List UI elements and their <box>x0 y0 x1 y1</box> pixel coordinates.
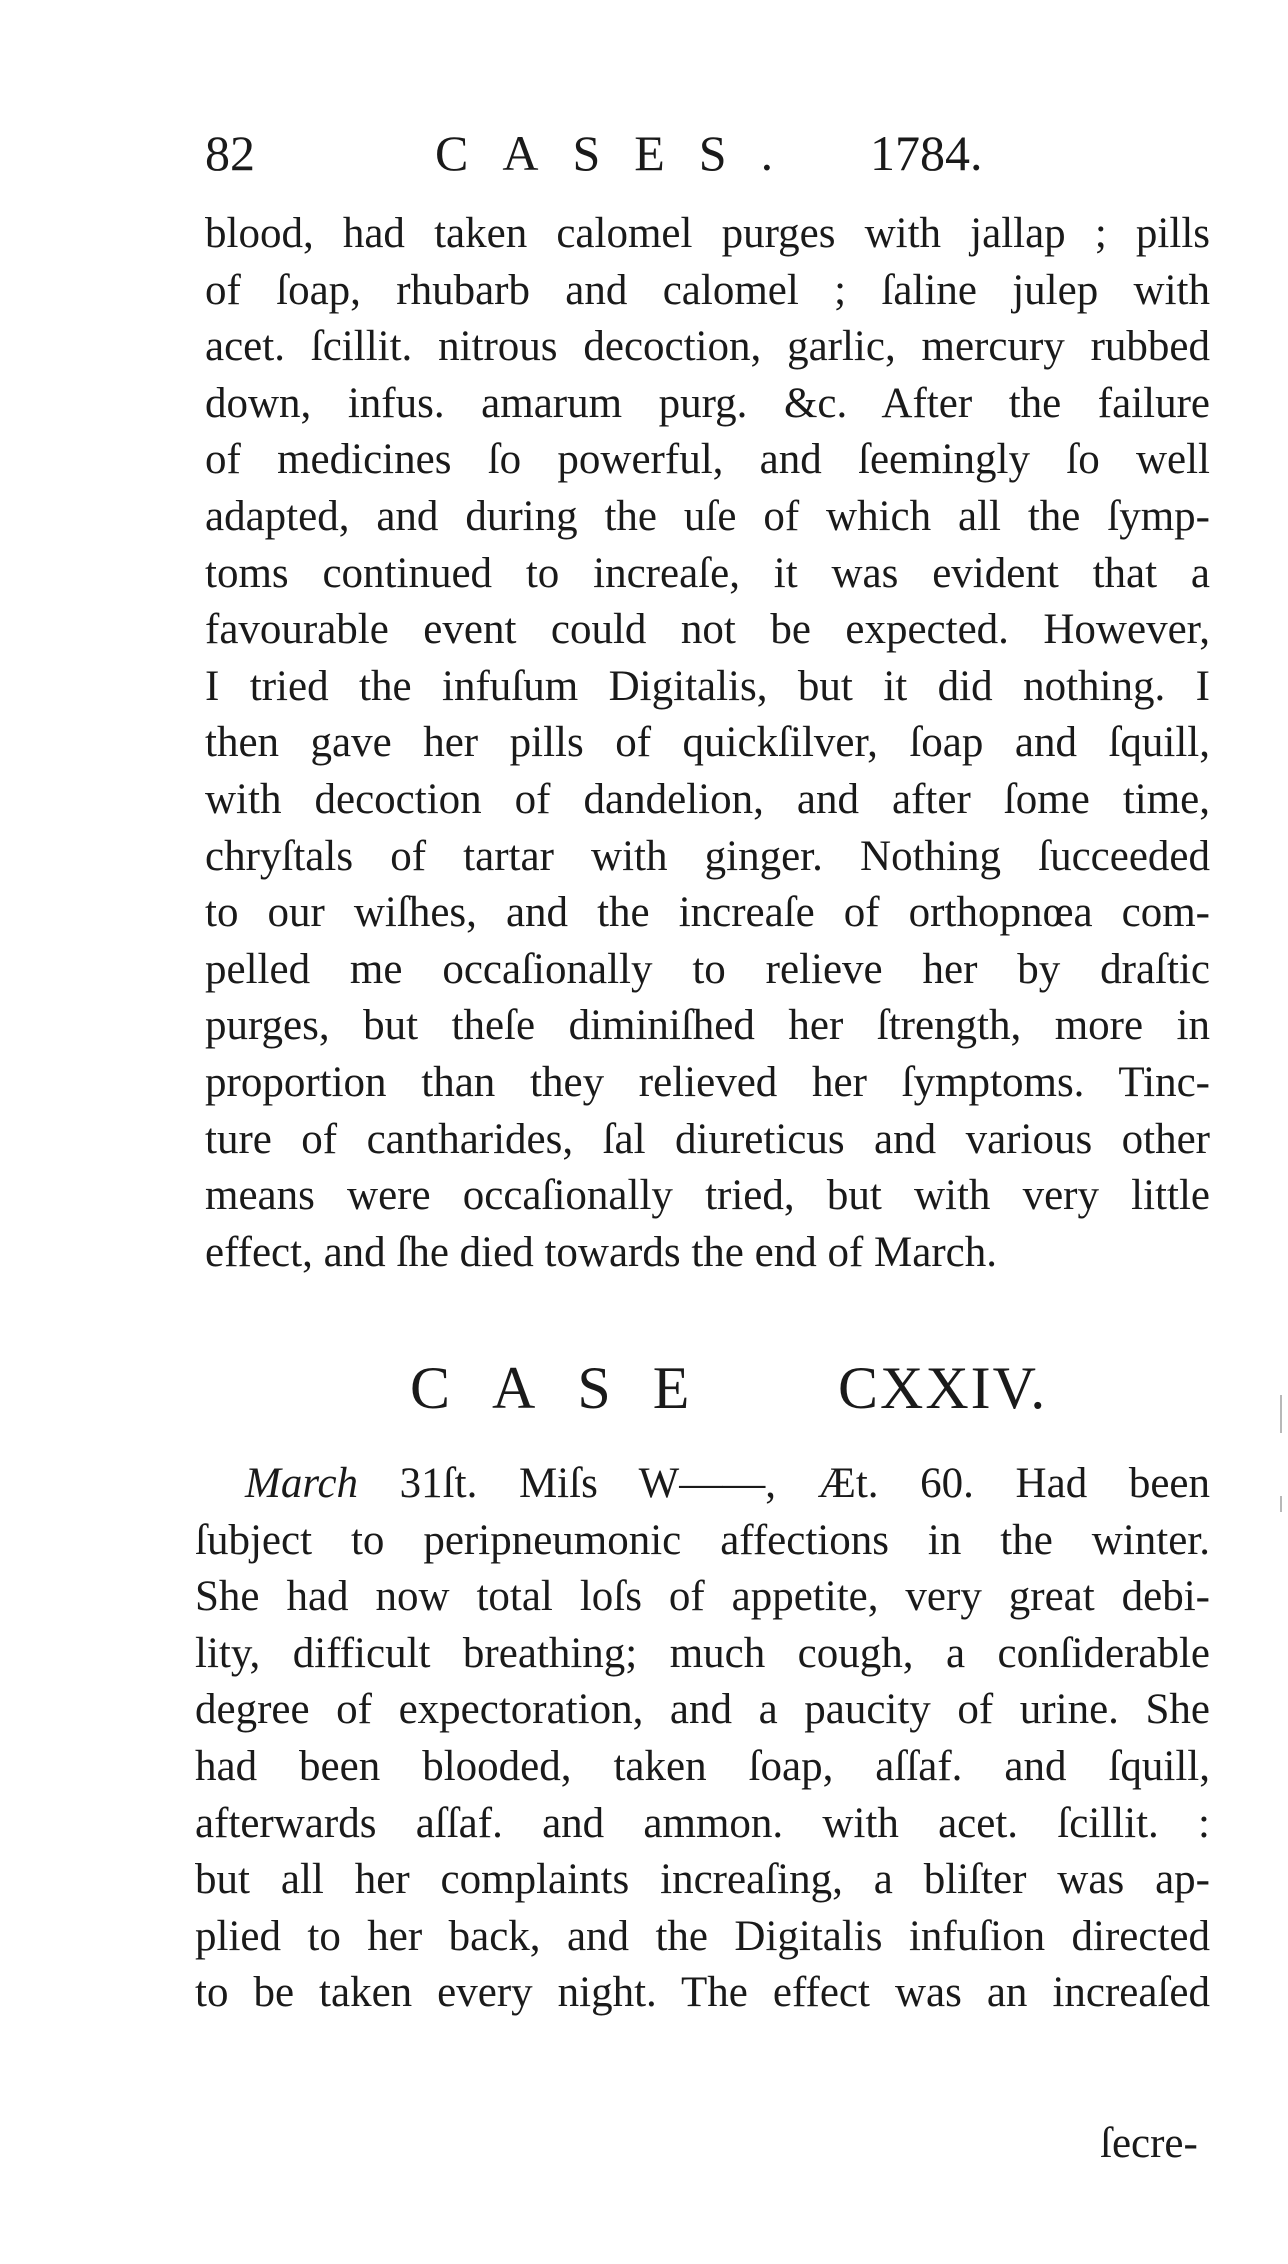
text-line: purges, but theſe diminiſhed her ſtrength, more in <box>205 1002 1210 1050</box>
text-line: of ſoap, rhubarb and calomel ; ſaline julep with <box>205 266 1210 314</box>
text-line: degree of expectoration, and a paucity of urine. She <box>195 1686 1210 1734</box>
page-number: 82 <box>205 125 255 181</box>
case-paragraph <box>195 1456 1210 2022</box>
text-line: proportion than they relieved her ſymptoms. Tinc- <box>205 1058 1210 1106</box>
text-line: adapted, and during the uſe of which all the ſymp- <box>205 492 1210 540</box>
catchword: ſecre- <box>1100 2120 1198 2167</box>
text-line: had been blooded, taken ſoap, aſſaf. and ſquill, <box>195 1742 1210 1790</box>
text-line: means were occaſionally tried, but with very little <box>205 1172 1210 1220</box>
text-line: but all her complaints increaſing, a bliſter was ap- <box>195 1856 1210 1904</box>
text-line: She had now total loſs of appetite, very great debi- <box>195 1573 1210 1621</box>
running-title: CASES. <box>435 125 808 181</box>
text-line: acet. ſcillit. nitrous decoction, garlic, mercury rubbed <box>205 323 1210 371</box>
text-line: pelled me occaſionally to relieve her by draſtic <box>205 945 1210 993</box>
running-head <box>205 118 1005 188</box>
text-line: toms continued to increaſe, it was evident that a <box>205 549 1210 597</box>
text-line: then gave her pills of quickſilver, ſoap and ſquill, <box>205 719 1210 767</box>
case-heading <box>410 1348 1050 1428</box>
text-line: down, infus. amarum purg. &c. After the failure <box>205 379 1210 427</box>
text-line: chryſtals of tartar with ginger. Nothing ſucceeded <box>205 832 1210 880</box>
case-heading-number: CXXIV. <box>838 1355 1048 1421</box>
running-year: 1784. <box>870 125 983 181</box>
text-line: I tried the infuſum Digitalis, but it did nothing. I <box>205 662 1210 710</box>
text-line: ture of cantharides, ſal diureticus and various other <box>205 1115 1210 1163</box>
text-line: with decoction of dandelion, and after ſome time, <box>205 775 1210 823</box>
case-date: March <box>245 1460 359 1507</box>
margin-speck <box>1280 1395 1282 1433</box>
text-line-first <box>195 1456 1210 1513</box>
text-line: ſubject to peripneumonic affections in the winter. <box>195 1516 1210 1564</box>
text-line: plied to her back, and the Digitalis infuſion directed <box>195 1912 1210 1960</box>
case-intro: 31ſt. Miſs W——, Æt. 60. Had been <box>358 1460 1210 1507</box>
text-line: effect, and ſhe died towards the end of March. <box>205 1228 998 1276</box>
text-line: of medicines ſo powerful, and ſeemingly ſo well <box>205 436 1210 484</box>
text-line: to be taken every night. The effect was an increaſed <box>195 1969 1210 2017</box>
text-line: afterwards aſſaf. and ammon. with acet. ſcillit. : <box>195 1799 1210 1847</box>
text-line: favourable event could not be expected. However, <box>205 606 1210 654</box>
text-line: blood, had taken calomel purges with jallap ; pills <box>205 210 1210 257</box>
text-line: lity, difficult breathing; much cough, a conſiderable <box>195 1629 1210 1677</box>
margin-speck <box>1280 1496 1282 1512</box>
case-heading-label: CASE <box>410 1355 732 1421</box>
text-line: to our wiſhes, and the increaſe of orthopnœa com- <box>205 889 1210 937</box>
continued-paragraph <box>205 206 1210 1281</box>
